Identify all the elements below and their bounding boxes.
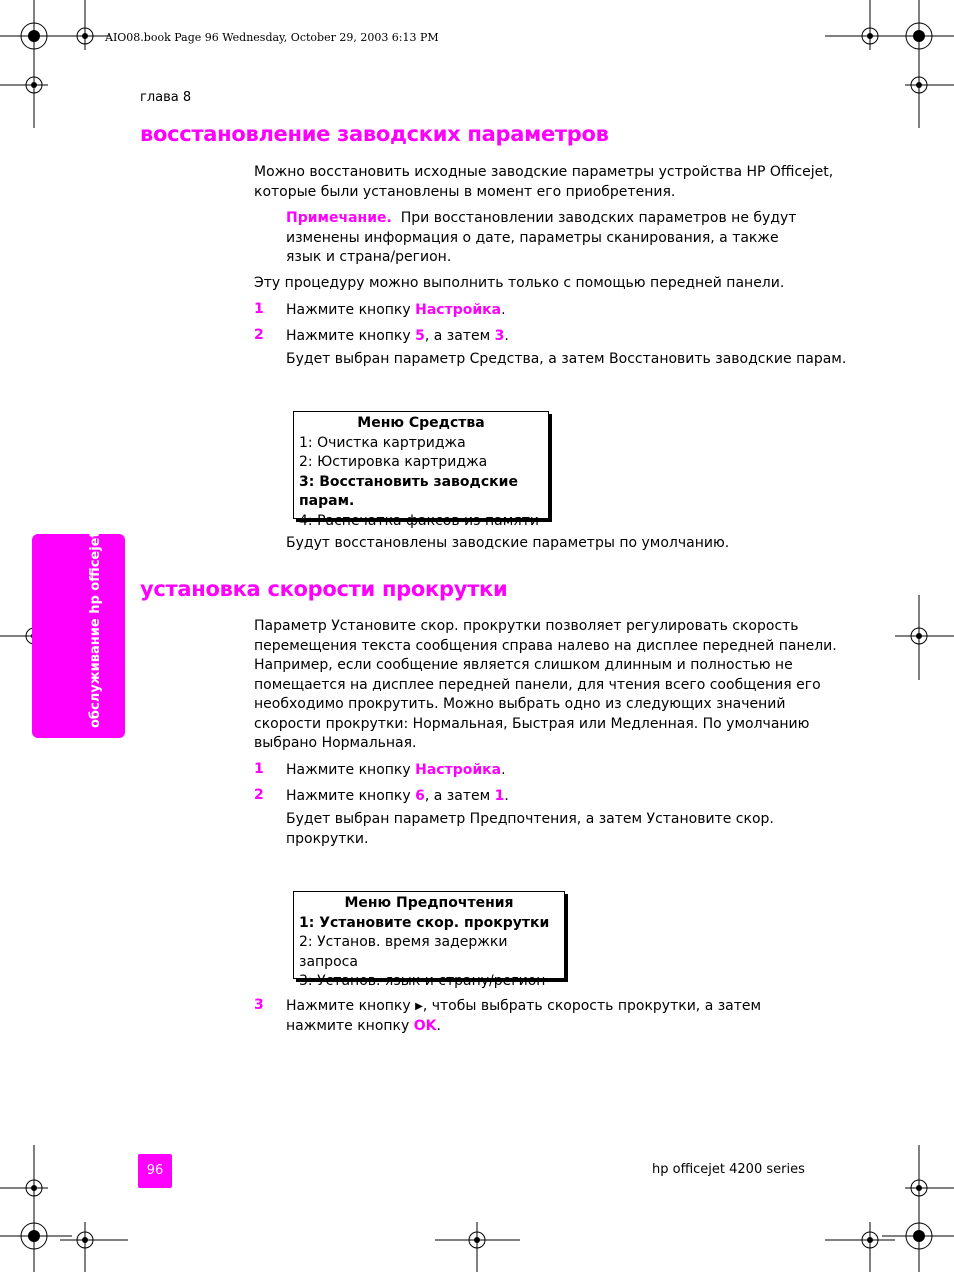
note-label: Примечание. xyxy=(286,210,392,226)
menu-item: 2: Установ. время задержки запроса xyxy=(299,934,508,970)
settings-button-ref: Настройка xyxy=(415,762,502,778)
settings-button-ref: Настройка xyxy=(415,302,502,318)
step-number: 2 xyxy=(254,787,264,803)
step-number: 2 xyxy=(254,327,264,343)
para-line: Параметр Установите скор. прокрутки позволяет регулировать скорость xyxy=(254,618,799,634)
intro-line: которые были установлены в момент его приобретения. xyxy=(254,183,676,200)
step-1-text: Нажмите кнопку Настройка. xyxy=(286,302,506,318)
menu-item: 4: Распечатка факсов из памяти xyxy=(299,512,539,529)
menu-item: 1: Очистка картриджа xyxy=(299,434,466,451)
side-tab xyxy=(32,534,125,738)
print-stamp: AIO08.book Page 96 Wednesday, October 29, 2003 6:13 PM xyxy=(105,31,439,44)
side-tab-label: обслуживание hp officejet xyxy=(88,531,103,728)
menu-item: 2: Юстировка картриджа xyxy=(299,454,488,470)
menu-item-selected: 3: Восстановить заводские парам. xyxy=(299,473,518,509)
intro-line: Можно восстановить исходные заводские параметры устройства HP Officejet, xyxy=(254,164,834,180)
note-text: При восстановлении заводских параметров не будут xyxy=(400,210,797,226)
note-text: изменены информация о дате, параметры сканирования, а также xyxy=(286,229,779,246)
para-line: скорости прокрутки: Нормальная, Быстрая или Медленная. По умолчанию xyxy=(254,715,810,732)
para-line: необходимо прокрутить. Можно выбрать одно из следующих значений xyxy=(254,696,786,712)
section2-paragraph xyxy=(254,617,837,754)
para-line: Например, если сообщение является слишком длинным и полностью не xyxy=(254,657,793,673)
menu-item: 3: Установ. язык и страну/регион xyxy=(299,973,546,989)
step-2-result: Будет выбран параметр Средства, а затем Восстановить заводские парам. xyxy=(286,351,847,367)
section1-result: Будут восстановлены заводские параметры по умолчанию. xyxy=(286,535,730,551)
section-title-scroll-speed: установка скорости прокрутки xyxy=(140,577,508,601)
step-number: 3 xyxy=(254,997,264,1013)
para-line: помещается на дисплее передней панели, для чтения всего сообщения его xyxy=(254,676,821,693)
menu-title: Меню Предпочтения xyxy=(344,895,514,911)
step-2-text: Нажмите кнопку 5, а затем 3. xyxy=(286,328,509,344)
step-number: 1 xyxy=(254,761,264,777)
tools-menu-box xyxy=(293,411,549,529)
menu-title: Меню Средства xyxy=(357,415,485,431)
key-ref: 5 xyxy=(415,328,425,344)
section-title-factory-reset: восстановление заводских параметров xyxy=(140,122,609,146)
step-3-text: Нажмите кнопку ▶, чтобы выбрать скорость прокрутки, а затем нажмите кнопку OK. xyxy=(286,998,762,1034)
key-ref: 6 xyxy=(415,788,425,804)
para-line: перемещения текста сообщения справа налево на дисплее передней панели. xyxy=(254,637,837,654)
key-ref: 1 xyxy=(494,788,505,804)
right-arrow-icon: ▶ xyxy=(415,1001,423,1012)
step-number: 1 xyxy=(254,301,264,317)
product-name: hp officejet 4200 series xyxy=(652,1162,805,1177)
menu-item-selected: 1: Установите скор. прокрутки xyxy=(299,914,550,931)
para-line: выбрано Нормальная. xyxy=(254,735,417,751)
ok-button-ref: OK xyxy=(413,1017,437,1034)
step-1-text: Нажмите кнопку Настройка. xyxy=(286,762,506,778)
note-block xyxy=(286,209,796,268)
note-text: язык и страна/регион. xyxy=(286,249,452,265)
step-2-result: Будет выбран параметр Предпочтения, а затем Установите скор. прокрутки. xyxy=(286,811,774,847)
preferences-menu-box xyxy=(293,891,565,989)
key-ref: 3 xyxy=(494,328,505,344)
step-2-text: Нажмите кнопку 6, а затем 1. xyxy=(286,788,509,804)
chapter-label: глава 8 xyxy=(140,90,192,105)
section1-intro xyxy=(254,163,833,202)
procedure-line: Эту процедуру можно выполнить только с помощью передней панели. xyxy=(254,275,785,291)
page-number: 96 xyxy=(138,1154,172,1188)
